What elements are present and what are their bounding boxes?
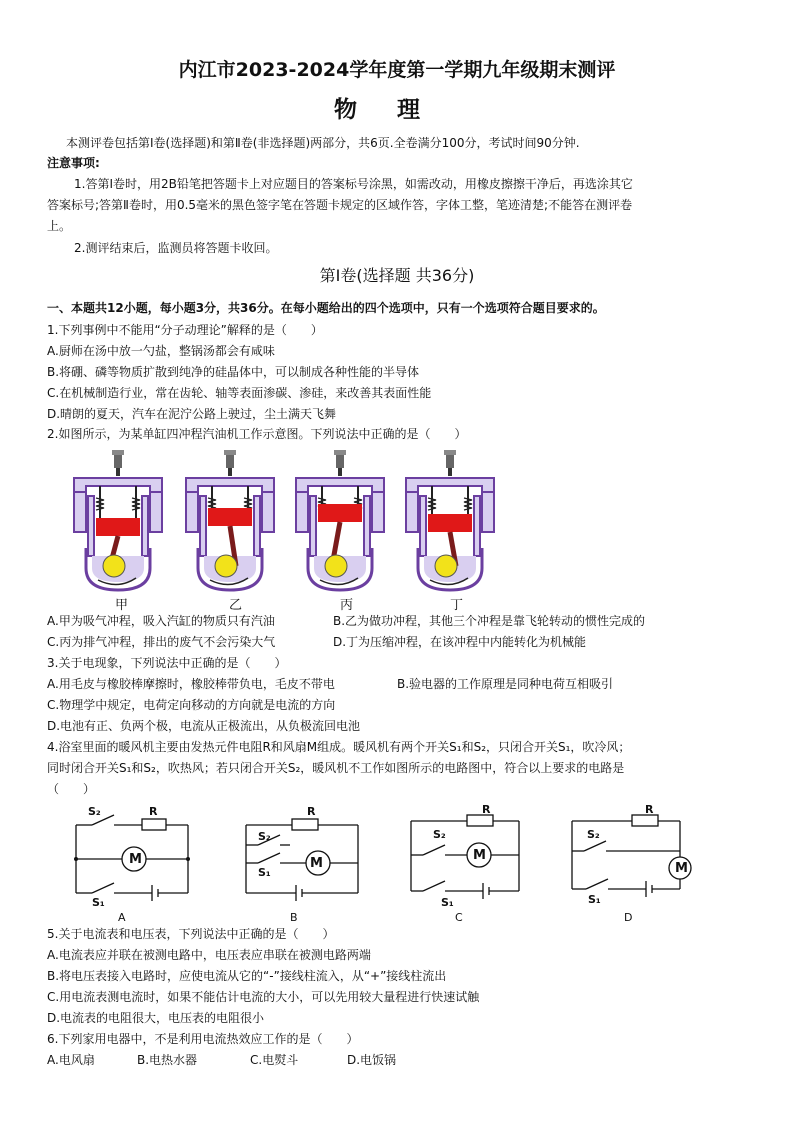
circuit-d <box>568 805 698 905</box>
flywheel <box>435 555 457 577</box>
q2-option-b: B.乙为做功冲程，其他三个冲程是靠飞轮转动的惯性完成的 <box>333 614 646 628</box>
q4-stem: 4.浴室里面的暖风机主要由发热元件电阻R和风扇M组成。暖风机有两个开关S₁和S₂，只闭合开关S₁，吹冷风； <box>47 740 631 754</box>
circuit-c-r-label: R <box>482 803 491 816</box>
engine-label-ding: 丁 <box>450 598 464 613</box>
piston <box>428 514 472 532</box>
engine-jia <box>74 450 162 590</box>
piston <box>208 508 252 526</box>
q1-option-a: A.厨师在汤中放一勺盐，整锅汤都会有咸味 <box>47 344 275 358</box>
circuit-b-r-label: R <box>307 805 316 818</box>
q6-option-d: D.电饭锅 <box>347 1053 397 1067</box>
engine-label-jia: 甲 <box>115 598 129 613</box>
piston <box>96 518 140 536</box>
notice-title: 注意事项: <box>47 156 100 170</box>
notice-item-1: 1.答第Ⅰ卷时，用2B铅笔把答题卡上对应题目的答案标号涂黑，如需改动，用橡皮擦擦干净后，再选涂其它 <box>74 177 633 191</box>
q2-option-c: C.丙为排气冲程，排出的废气不会污染大气 <box>47 635 276 649</box>
q1-option-b: B.将硼、磷等物质扩散到纯净的硅晶体中，可以制成各种性能的半导体 <box>47 365 420 379</box>
flywheel <box>215 555 237 577</box>
flywheel <box>103 555 125 577</box>
q3-option-d: D.电池有正、负两个极，电流从正极流出，从负极流回电池 <box>47 719 361 733</box>
piston <box>318 504 362 522</box>
notice-item-1-end: 上。 <box>47 219 72 233</box>
engine-ding <box>406 450 494 590</box>
q5-stem: 5.关于电流表和电压表，下列说法中正确的是（ ） <box>47 927 335 941</box>
notice-item-1-cont: 答案标号;答第Ⅱ卷时，用0.5毫米的黑色签字笔在答题卡规定的区域作答，字体工整，笔迹清楚;不能答在测评卷 <box>47 198 633 212</box>
circuit-c-s1-label: S₁ <box>441 896 454 909</box>
circuit-d-r-label: R <box>645 803 654 816</box>
q5-option-a: A.电流表应并联在被测电路中，电压表应串联在被测电路两端 <box>47 948 371 962</box>
q3-option-a: A.用毛皮与橡胶棒摩擦时，橡胶棒带负电，毛皮不带电 <box>47 677 335 691</box>
circuit-d-s2-label: S₂ <box>587 828 600 841</box>
engine-label-bing: 丙 <box>340 598 354 613</box>
circuit-a-m-label: M <box>129 852 142 867</box>
q6-stem: 6.下列家用电器中，不是利用电流热效应工作的是（ ） <box>47 1032 359 1046</box>
engine-strokes-figure <box>70 448 500 594</box>
circuit-d-label: D <box>624 911 633 924</box>
q6-option-a: A.电风扇 <box>47 1053 95 1067</box>
subject-title: 物理 <box>334 97 460 123</box>
circuit-b-s2-label: S₂ <box>258 830 271 843</box>
flywheel <box>325 555 347 577</box>
q3-stem: 3.关于电现象，下列说法中正确的是（ ） <box>47 656 287 670</box>
engine-label-yi: 乙 <box>229 598 243 613</box>
q5-option-d: D.电流表的电阻很大，电压表的电阻很小 <box>47 1011 265 1025</box>
circuit-b-s1-label: S₁ <box>258 866 271 879</box>
q3-option-b: B.验电器的工作原理是同种电荷互相吸引 <box>397 677 614 691</box>
circuit-c-label: C <box>455 911 463 924</box>
circuit-c <box>405 805 535 905</box>
q6-option-c: C.电熨斗 <box>250 1053 299 1067</box>
q4-stem-cont: 同时闭合开关S₁和S₂，吹热风；若只闭合开关S₂，暖风机不工作如图所示的电路图中，符合以上要求的电路是 <box>47 761 625 775</box>
notice-item-2: 2.测评结束后，监测员将答题卡收回。 <box>74 241 278 255</box>
circuit-b-label: B <box>290 911 298 924</box>
engine-yi <box>186 450 274 590</box>
engine-bing <box>296 450 384 590</box>
section-instruction: 一、本题共12小题，每小题3分，共36分。在每小题给出的四个选项中，只有一个选项符合题目要求的。 <box>47 301 605 315</box>
q1-option-c: C.在机械制造行业，常在齿轮、轴等表面渗碳、渗硅，来改善其表面性能 <box>47 386 432 400</box>
section-title: 第Ⅰ卷(选择题 共36分) <box>319 266 475 285</box>
q6-option-b: B.电热水器 <box>137 1053 198 1067</box>
circuit-a-r-label: R <box>149 805 158 818</box>
q3-option-c: C.物理学中规定，电荷定向移动的方向就是电流的方向 <box>47 698 336 712</box>
exam-title: 内江市2023-2024学年度第一学期九年级期末测评 <box>178 59 616 81</box>
q1-option-d: D.晴朗的夏天，汽车在泥泞公路上驶过，尘土满天飞舞 <box>47 407 337 421</box>
circuit-c-m-label: M <box>473 848 486 863</box>
q2-option-d: D.丁为压缩冲程，在该冲程中内能转化为机械能 <box>333 635 587 649</box>
circuit-a-s1-label: S₁ <box>92 896 105 909</box>
q4-stem-end: （ ） <box>47 782 96 796</box>
q5-option-c: C.用电流表测电流时，如果不能估计电流的大小，可以先用较大量程进行快速试触 <box>47 990 480 1004</box>
q5-option-b: B.将电压表接入电路时，应使电流从它的“-”接线柱流入，从“+”接线柱流出 <box>47 969 447 983</box>
circuit-c-s2-label: S₂ <box>433 828 446 841</box>
intro-line: 本测评卷包括第Ⅰ卷(选择题)和第Ⅱ卷(非选择题)两部分，共6页.全卷满分100分，考试时间90分钟. <box>66 136 580 150</box>
circuit-b-m-label: M <box>310 856 323 871</box>
circuit-a-s2-label: S₂ <box>88 805 101 818</box>
circuit-a-label: A <box>118 911 126 924</box>
circuit-b <box>240 805 370 905</box>
q1-stem: 1.下列事例中不能用“分子动理论”解释的是（ ） <box>47 323 323 337</box>
q2-stem: 2.如图所示，为某单缸四冲程汽油机工作示意图。下列说法中正确的是（ ） <box>47 427 467 441</box>
circuit-d-s1-label: S₁ <box>588 893 601 906</box>
q2-option-a: A.甲为吸气冲程，吸入汽缸的物质只有汽油 <box>47 614 275 628</box>
circuit-d-m-label: M <box>675 861 688 876</box>
